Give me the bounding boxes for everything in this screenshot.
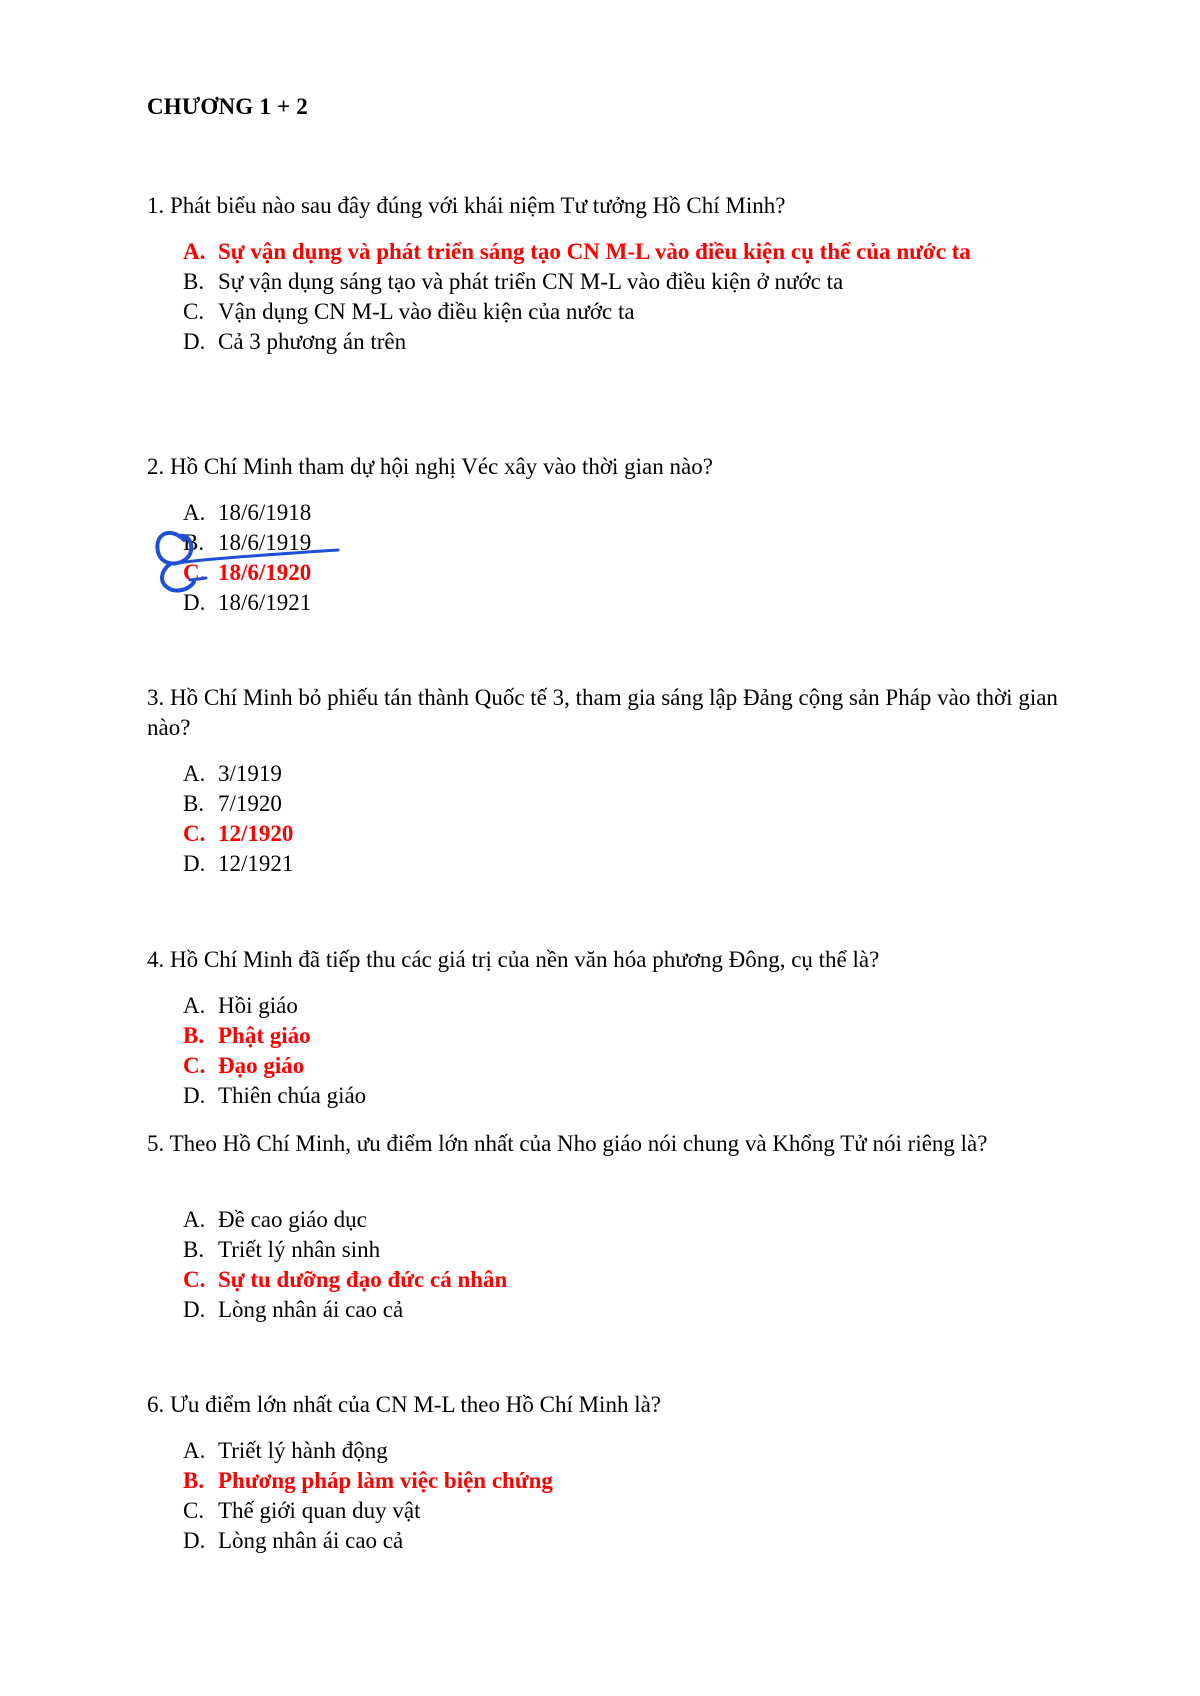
question-1: 1. Phát biểu nào sau đây đúng với khái niệm Tư tưởng Hồ Chí Minh? <box>147 193 786 218</box>
question-6: 6. Ưu điểm lớn nhất của CN M-L theo Hồ Chí Minh là? <box>147 1392 661 1417</box>
option-text: Sự vận dụng và phát triển sáng tạo CN M-L vào điều kiện cụ thể của nước ta <box>218 239 971 264</box>
option-letter: A. <box>183 993 206 1018</box>
option-1b <box>183 267 1063 297</box>
option-2b <box>183 528 1063 558</box>
option-5d <box>183 1295 1063 1325</box>
option-text: Cả 3 phương án trên <box>218 329 407 354</box>
options-question-3 <box>183 759 1063 879</box>
option-letter: B. <box>183 1237 205 1262</box>
option-4b <box>183 1021 1063 1051</box>
option-4d <box>183 1081 1063 1111</box>
option-4a <box>183 991 1063 1021</box>
option-letter: C. <box>183 1053 206 1078</box>
option-text: Lòng nhân ái cao cả <box>218 1528 404 1553</box>
option-4c <box>183 1051 1063 1081</box>
options-question-1 <box>183 237 1063 357</box>
option-text: Sự tu dưỡng đạo đức cá nhân <box>218 1267 508 1292</box>
option-text: 18/6/1919 <box>218 530 312 555</box>
option-1c <box>183 297 1063 327</box>
option-3d <box>183 849 1063 879</box>
option-letter: A. <box>183 1207 206 1232</box>
option-text: Đạo giáo <box>218 1053 305 1078</box>
option-letter: B. <box>183 269 205 294</box>
option-text: Thế giới quan duy vật <box>218 1498 421 1523</box>
option-letter: B. <box>183 1023 205 1048</box>
options-question-6 <box>183 1436 1063 1556</box>
option-text: 18/6/1920 <box>218 560 312 585</box>
option-letter: D. <box>183 851 206 876</box>
option-text: Thiên chúa giáo <box>218 1083 367 1108</box>
option-2a <box>183 498 1063 528</box>
option-letter: A. <box>183 761 206 786</box>
option-text: Hồi giáo <box>218 993 298 1018</box>
option-letter: C. <box>183 1267 206 1292</box>
option-5a <box>183 1205 1063 1235</box>
option-text: Vận dụng CN M-L vào điều kiện của nước ta <box>218 299 635 324</box>
option-letter: C. <box>183 821 206 846</box>
option-3b <box>183 789 1063 819</box>
option-letter: B. <box>183 530 205 555</box>
option-5c <box>183 1265 1063 1295</box>
option-3a <box>183 759 1063 789</box>
option-letter: A. <box>183 239 206 264</box>
option-text: 18/6/1921 <box>218 590 312 615</box>
option-letter: D. <box>183 1297 206 1322</box>
chapter-title: CHƯƠNG 1 + 2 <box>147 94 308 119</box>
options-question-5 <box>183 1205 1063 1325</box>
option-letter: C. <box>183 1498 205 1523</box>
option-5b <box>183 1235 1063 1265</box>
option-letter: C. <box>183 299 205 324</box>
options-question-4 <box>183 991 1063 1111</box>
option-6d <box>183 1526 1063 1556</box>
option-text: Sự vận dụng sáng tạo và phát triển CN M-L vào điều kiện ở nước ta <box>218 269 844 294</box>
option-letter: C. <box>183 560 206 585</box>
option-letter: A. <box>183 1438 206 1463</box>
option-text: 3/1919 <box>218 761 282 786</box>
option-1a <box>183 237 1063 267</box>
option-letter: D. <box>183 1083 206 1108</box>
option-letter: B. <box>183 1468 205 1493</box>
option-text: Triết lý hành động <box>218 1438 388 1463</box>
option-2d <box>183 588 1063 618</box>
option-text: 12/1920 <box>218 821 294 846</box>
options-question-2 <box>183 498 1063 618</box>
option-text: Phật giáo <box>218 1023 311 1048</box>
option-text: Lòng nhân ái cao cả <box>218 1297 404 1322</box>
question-2: 2. Hồ Chí Minh tham dự hội nghị Véc xây vào thời gian nào? <box>147 454 713 479</box>
option-6a <box>183 1436 1063 1466</box>
option-1d <box>183 327 1063 357</box>
option-6b <box>183 1466 1063 1496</box>
option-letter: D. <box>183 1528 206 1553</box>
option-text: 18/6/1918 <box>218 500 312 525</box>
option-letter: D. <box>183 329 206 354</box>
option-text: Phương pháp làm việc biện chứng <box>218 1468 553 1493</box>
option-text: Triết lý nhân sinh <box>218 1237 381 1262</box>
option-letter: B. <box>183 791 205 816</box>
question-5: 5. Theo Hồ Chí Minh, ưu điểm lớn nhất của Nho giáo nói chung và Khổng Tử nói riêng là? <box>147 1131 988 1156</box>
option-3c <box>183 819 1063 849</box>
option-2c <box>183 558 1063 588</box>
option-text: 7/1920 <box>218 791 282 816</box>
option-letter: D. <box>183 590 206 615</box>
question-3: 3. Hồ Chí Minh bỏ phiếu tán thành Quốc tế 3, tham gia sáng lập Đảng cộng sản Pháp vào thời gian nào? <box>147 685 1058 740</box>
option-text: Đề cao giáo dục <box>218 1207 367 1232</box>
option-6c <box>183 1496 1063 1526</box>
option-text: 12/1921 <box>218 851 294 876</box>
question-4: 4. Hồ Chí Minh đã tiếp thu các giá trị của nền văn hóa phương Đông, cụ thể là? <box>147 947 880 972</box>
option-letter: A. <box>183 500 206 525</box>
